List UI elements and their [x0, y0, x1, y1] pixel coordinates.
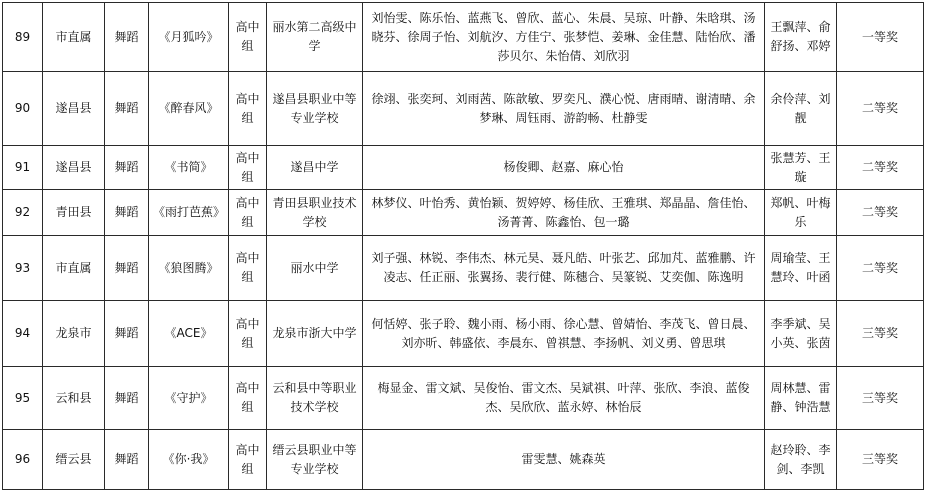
group-cell: 高中组 [229, 3, 267, 72]
teachers-cell: 李季斌、吴小英、张茵 [765, 301, 837, 367]
county-cell: 遂昌县 [43, 146, 105, 190]
group-cell: 高中组 [229, 190, 267, 236]
county-cell: 青田县 [43, 190, 105, 236]
title-cell: 《狼图腾》 [149, 236, 229, 301]
title-cell: 《书简》 [149, 146, 229, 190]
award-cell: 一等奖 [837, 3, 924, 72]
table-row [3, 236, 924, 301]
county-cell: 市直属 [43, 236, 105, 301]
category-cell: 舞蹈 [105, 367, 149, 430]
title-cell: 《守护》 [149, 367, 229, 430]
teachers-cell: 郑帆、叶梅乐 [765, 190, 837, 236]
title-cell: 《月狐吟》 [149, 3, 229, 72]
table-row [3, 146, 924, 190]
students-cell: 何恬婷、张子聆、魏小雨、杨小雨、徐心慧、曾婧怡、李茂飞、曾日晨、刘亦昕、韩盛依、李晨东、曾祺慧、李扬帆、刘义勇、曾思琪 [363, 301, 765, 367]
table-row [3, 72, 924, 146]
teachers-cell: 周瑜莹、王慧玲、叶函 [765, 236, 837, 301]
row-number: 95 [3, 367, 43, 430]
students-cell: 徐翊、张奕珂、刘雨茜、陈歆敏、罗奕凡、濮心悦、唐雨晴、谢清晴、余梦琳、周钰雨、游韵畅、杜静雯 [363, 72, 765, 146]
students-cell: 刘怡雯、陈乐怡、蓝燕飞、曾欣、蓝心、朱晨、吴琼、叶静、朱晗琪、汤晓芬、徐周子怡、刘航汐、方佳宁、张梦恺、姜琳、金佳慧、陆怡欣、潘莎贝尔、朱怡倩、刘欣羽 [363, 3, 765, 72]
group-cell: 高中组 [229, 301, 267, 367]
category-cell: 舞蹈 [105, 146, 149, 190]
school-cell: 云和县中等职业技术学校 [267, 367, 363, 430]
award-cell: 二等奖 [837, 72, 924, 146]
county-cell: 市直属 [43, 3, 105, 72]
students-cell: 刘子强、林锐、李伟杰、林元昊、聂凡皓、叶张艺、邱加芃、蓝雅鹏、许凌志、任正丽、张翼扬、裴行健、陈穗合、吴篆锐、艾奕伽、陈逸明 [363, 236, 765, 301]
school-cell: 龙泉市浙大中学 [267, 301, 363, 367]
teachers-cell: 周林慧、雷静、钟浩慧 [765, 367, 837, 430]
award-cell: 二等奖 [837, 236, 924, 301]
category-cell: 舞蹈 [105, 301, 149, 367]
row-number: 92 [3, 190, 43, 236]
students-cell: 梅显金、雷文斌、吴俊怡、雷文杰、吴斌祺、叶萍、张欣、李浪、蓝俊杰、吴欣欣、蓝永婷、林怡辰 [363, 367, 765, 430]
title-cell: 《醉春风》 [149, 72, 229, 146]
students-cell: 雷雯慧、姚森英 [363, 430, 765, 490]
row-number: 94 [3, 301, 43, 367]
award-cell: 二等奖 [837, 190, 924, 236]
teachers-cell: 王飘萍、俞舒扬、邓婷 [765, 3, 837, 72]
row-number: 89 [3, 3, 43, 72]
students-cell: 杨俊卿、赵嘉、麻心怡 [363, 146, 765, 190]
table-row [3, 3, 924, 72]
table-row [3, 190, 924, 236]
county-cell: 缙云县 [43, 430, 105, 490]
table-row [3, 430, 924, 490]
teachers-cell: 张慧芳、王璇 [765, 146, 837, 190]
school-cell: 遂昌中学 [267, 146, 363, 190]
row-number: 91 [3, 146, 43, 190]
category-cell: 舞蹈 [105, 190, 149, 236]
award-cell: 二等奖 [837, 146, 924, 190]
title-cell: 《你·我》 [149, 430, 229, 490]
title-cell: 《ACE》 [149, 301, 229, 367]
award-cell: 三等奖 [837, 430, 924, 490]
group-cell: 高中组 [229, 367, 267, 430]
group-cell: 高中组 [229, 236, 267, 301]
table-row [3, 367, 924, 430]
category-cell: 舞蹈 [105, 72, 149, 146]
school-cell: 丽水中学 [267, 236, 363, 301]
row-number: 93 [3, 236, 43, 301]
county-cell: 云和县 [43, 367, 105, 430]
category-cell: 舞蹈 [105, 430, 149, 490]
award-cell: 三等奖 [837, 367, 924, 430]
row-number: 96 [3, 430, 43, 490]
teachers-cell: 赵玲聆、李剑、李凯 [765, 430, 837, 490]
title-cell: 《雨打芭蕉》 [149, 190, 229, 236]
group-cell: 高中组 [229, 146, 267, 190]
category-cell: 舞蹈 [105, 3, 149, 72]
awards-table [2, 2, 924, 490]
students-cell: 林梦仪、叶怡秀、黄怡颖、贺婷婷、杨佳欣、王雅琪、郑晶晶、詹佳怡、汤菁菁、陈鑫怡、包一璐 [363, 190, 765, 236]
table-row [3, 301, 924, 367]
county-cell: 遂昌县 [43, 72, 105, 146]
school-cell: 丽水第二高级中学 [267, 3, 363, 72]
school-cell: 缙云县职业中等专业学校 [267, 430, 363, 490]
school-cell: 遂昌县职业中等专业学校 [267, 72, 363, 146]
teachers-cell: 余伶萍、刘靓 [765, 72, 837, 146]
category-cell: 舞蹈 [105, 236, 149, 301]
row-number: 90 [3, 72, 43, 146]
county-cell: 龙泉市 [43, 301, 105, 367]
school-cell: 青田县职业技术学校 [267, 190, 363, 236]
group-cell: 高中组 [229, 72, 267, 146]
group-cell: 高中组 [229, 430, 267, 490]
award-cell: 三等奖 [837, 301, 924, 367]
